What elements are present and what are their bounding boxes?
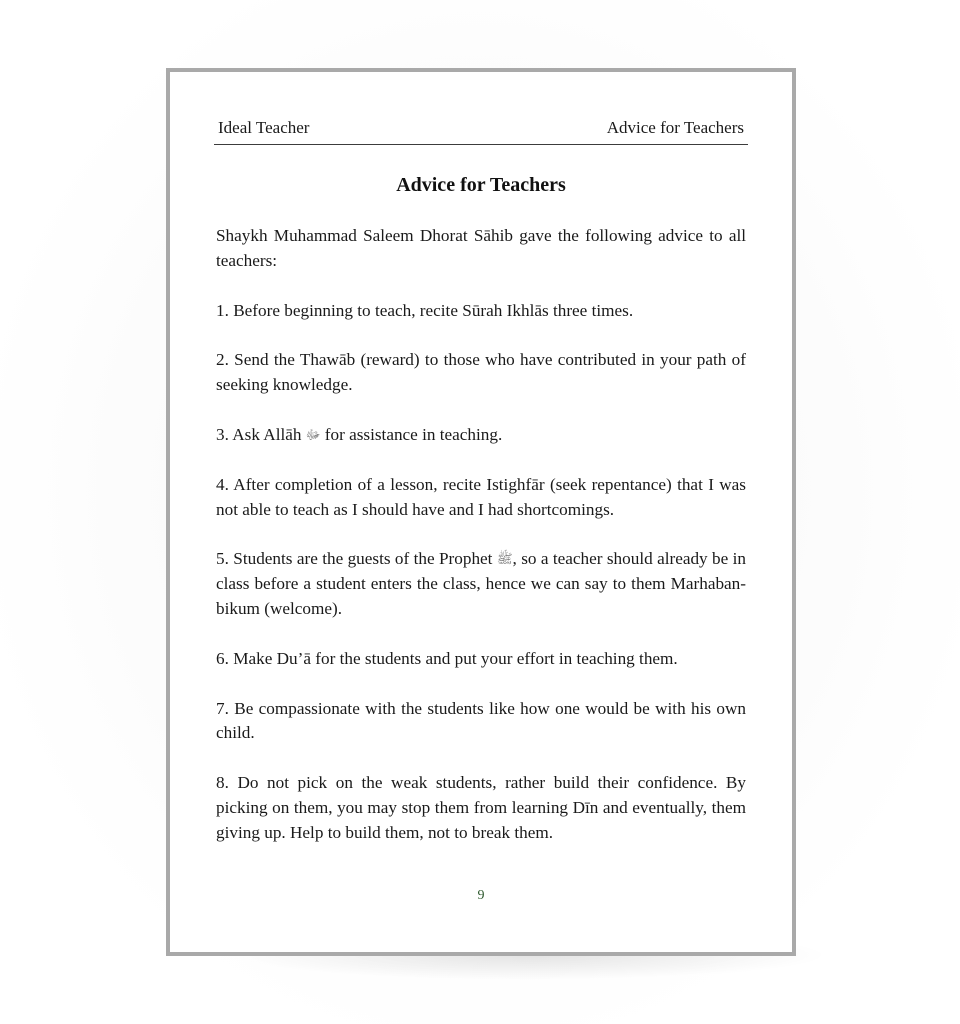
honorific-allah-icon: ﷻ — [305, 426, 321, 442]
intro-paragraph: Shaykh Muhammad Saleem Dhorat Sāhib gave the following advice to all teachers: — [216, 226, 746, 270]
chapter-title: Advice for Teachers — [396, 174, 566, 196]
list-item-text: for assistance in teaching. — [324, 424, 503, 444]
honorific-prophet-icon: ﷺ — [496, 551, 513, 567]
list-item-text: 5. Students are the guests of the Prophet — [216, 549, 493, 569]
list-item: 2. Send the Thawāb (reward) to those who have contributed in your path of seeking knowledge. — [216, 350, 746, 395]
list-item — [216, 423, 746, 448]
running-head — [214, 118, 748, 145]
list-item: 6. Make Du’ā for the students and put your effort in teaching them. — [216, 648, 678, 668]
book-page — [166, 68, 796, 956]
list-item: 4. After completion of a lesson, recite Istighfār (seek repentance) that I was not able to teach as I should have and I had shortcomings. — [216, 474, 746, 519]
list-item — [216, 547, 746, 621]
list-item: 8. Do not pick on the weak students, rather build their confidence. By picking on them, you may stop them from learning Dīn and eventually, them giving up. Help to build them, not to break them. — [216, 773, 746, 842]
list-item: 1. Before beginning to teach, recite Sūrah Ikhlās three times. — [216, 300, 634, 320]
list-item-text: , so a teacher should already be in class before a student enters the class, hence we can say to them Marhaban-bikum (welcome). — [216, 549, 746, 618]
page-body — [216, 224, 746, 871]
list-item: 7. Be compassionate with the students like how one would be with his own child. — [216, 698, 746, 743]
running-head-book-title: Ideal Teacher — [218, 118, 310, 137]
page-number: 9 — [477, 888, 485, 903]
running-head-chapter-title: Advice for Teachers — [606, 118, 744, 137]
list-item-text: 3. Ask Allāh — [216, 424, 302, 444]
